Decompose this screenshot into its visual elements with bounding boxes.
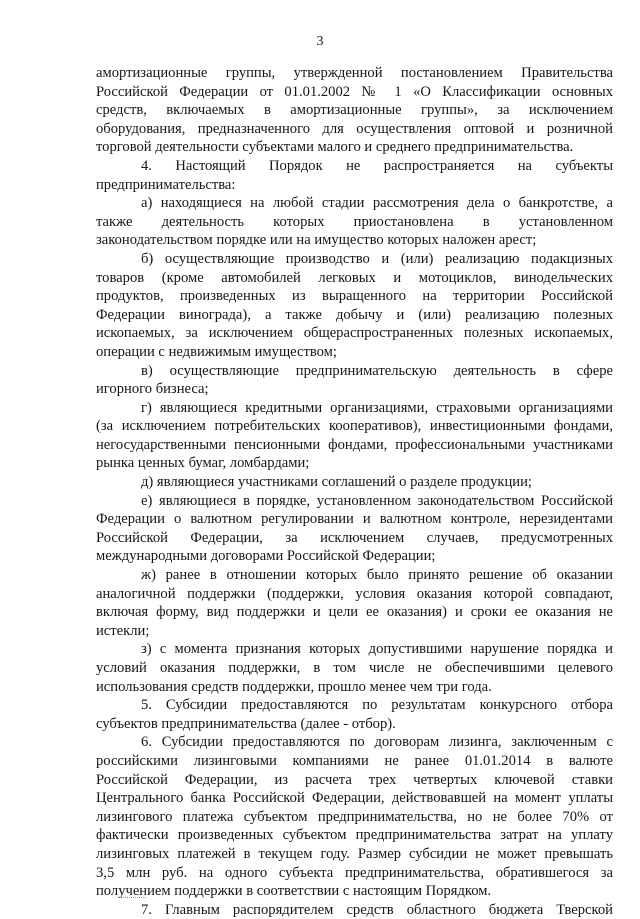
text-line: аналогичной поддержки (поддержки, условия оказания которой совпадают, xyxy=(96,585,613,602)
text-line: продуктов, произведенных из выращенного на территории Российской xyxy=(96,288,613,305)
text-line: включая форму, вид поддержки и цели ее оказания) и сроки ее оказания не xyxy=(96,604,613,621)
text-line: 7. Главным распорядителем средств областного бюджета Тверской xyxy=(141,901,613,918)
text-line: д) являющиеся участниками соглашений о разделе продукции; xyxy=(141,474,532,491)
text-line: средств, включаемых в амортизационные группы», за исключением xyxy=(96,102,613,119)
text-line: операции с недвижимым имуществом; xyxy=(96,343,337,360)
text-line: Российской Федерации, за исключением случаев, предусмотренных xyxy=(96,529,613,546)
text-line: Российской Федерации от 01.01.2002 № 1 «О Классификации основных xyxy=(96,83,613,100)
text-line: условий оказания поддержки, в том числе не обеспечившими целевого xyxy=(96,660,613,676)
text-line: 4. Настоящий Порядок не распространяется на субъекты xyxy=(141,157,613,174)
text-line: ж) ранее в отношении которых было принято решение об оказании xyxy=(141,567,613,584)
text-line: 3,5 млн руб. на одного субъекта предпринимательства, обратившегося за xyxy=(96,864,613,881)
text-line: международными договорами Российской Федерации; xyxy=(96,548,436,565)
text-line: Российской Федерации, из расчета трех четвертых ключевой ставки xyxy=(96,771,613,788)
text-line: а) находящиеся на любой стадии рассмотрения дела о банкротстве, а xyxy=(141,195,613,212)
text-line: лизинговых платежей в текущем году. Размер субсидии не может превышать xyxy=(96,845,613,862)
text-line: б) осуществляющие производство и (или) реализацию подакцизных xyxy=(141,250,613,267)
text-line: лизингового платежа субъектом предпринимательства, но не более 70% от xyxy=(96,808,613,825)
page-number: 3 xyxy=(316,34,324,49)
text-line: торговой деятельности субъектами малого и среднего предпринимательства. xyxy=(96,139,574,156)
text-line: субъектов предпринимательства (далее - отбор). xyxy=(96,715,396,732)
text-line: российскими лизинговыми компаниями не ранее 01.01.2014 в валюте xyxy=(96,752,613,769)
text-line: ископаемых, за исключением общераспространенных полезных ископаемых, xyxy=(96,325,613,342)
text-line: также деятельность которых приостановлена в установленном xyxy=(96,213,613,230)
text-line: е) являющиеся в порядке, установленном законодательством Российской xyxy=(141,492,613,509)
text-line: 6. Субсидии предоставляются по договорам лизинга, заключенным с xyxy=(141,734,613,751)
text-line: з) с момента признания которых допустившими нарушение порядка и xyxy=(141,641,613,658)
document-body xyxy=(96,64,613,919)
text-line: товаров (кроме автомобилей легковых и мотоциклов, винодельческих xyxy=(96,269,613,286)
text-line: Федерации о валютном регулировании и валютном контроле, нерезидентами xyxy=(96,511,613,528)
text-line: использования средств поддержки, прошло менее чем три года. xyxy=(96,678,492,695)
text-line: игорного бизнеса; xyxy=(96,381,209,398)
text-line: негосударственными пенсионными фондами, профессиональными участниками xyxy=(96,436,613,453)
text-line: получением поддержки в соответствии с настоящим Порядком. xyxy=(96,883,492,900)
text-line: законодательством порядке или на имущество которых наложен арест; xyxy=(96,232,537,249)
text-line: рынка ценных бумаг, ломбардами; xyxy=(96,455,310,472)
text-line: в) осуществляющие предпринимательскую деятельность в сфере xyxy=(141,362,613,379)
text-line: амортизационные группы, утвержденной постановлением Правительства xyxy=(96,65,613,81)
text-line: (за исключением потребительских кооперативов), инвестиционными фондами, xyxy=(96,418,613,435)
scan-artifact xyxy=(120,897,146,899)
text-line: оборудования, предназначенного для осуществления оптовой и розничной xyxy=(96,120,613,137)
text-line: фактически произведенных субъектом предпринимательства затрат на уплату xyxy=(96,827,613,844)
text-line: г) являющиеся кредитными организациями, страховыми организациями xyxy=(141,399,613,416)
text-line: 5. Субсидии предоставляются по результатам конкурсного отбора xyxy=(141,697,613,714)
text-line: Центрального банка Российской Федерации, действовавшей на момент уплаты xyxy=(96,790,613,807)
text-line: истекли; xyxy=(96,622,150,639)
text-line: предпринимательства: xyxy=(96,176,236,193)
text-line: Федерации винограда), а также добычу и (или) реализацию полезных xyxy=(96,306,613,323)
